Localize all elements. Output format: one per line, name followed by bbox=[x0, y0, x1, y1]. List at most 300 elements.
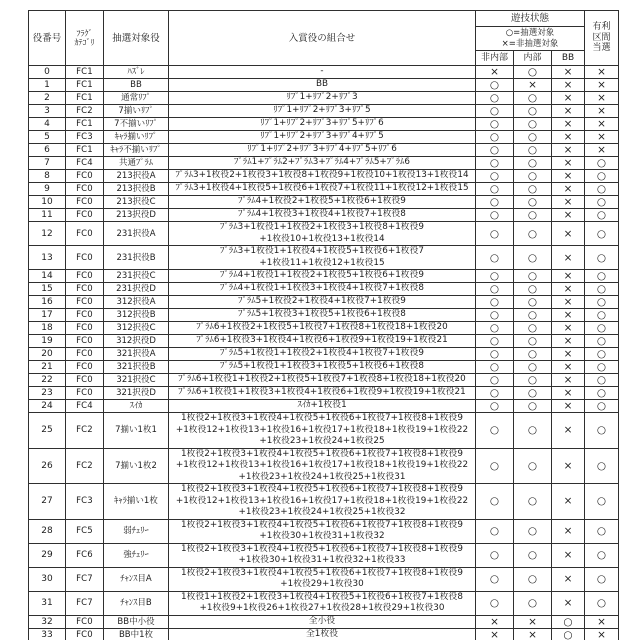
flag-category-cell: FC0 bbox=[66, 222, 104, 246]
state-internal-cell: ○ bbox=[514, 335, 552, 348]
state-internal-cell: ○ bbox=[514, 144, 552, 157]
row-number-cell: 15 bbox=[29, 283, 66, 296]
table-row bbox=[29, 519, 619, 543]
state-non-internal-cell: ○ bbox=[476, 413, 514, 449]
combination-cell: 1枚役2+1枚役3+1枚役4+1枚役5+1枚役6+1枚役7+1枚役8+1枚役9 +1枚役30+1枚役31+1枚役32 bbox=[169, 519, 476, 543]
row-number-cell: 19 bbox=[29, 335, 66, 348]
state-internal-cell: ○ bbox=[514, 591, 552, 615]
lottery-target-cell: 213択役B bbox=[104, 183, 169, 196]
advantageous-cell: × bbox=[585, 131, 619, 144]
lottery-target-cell: ｷｬﾗ不揃いﾘﾌﾟ bbox=[104, 144, 169, 157]
combination-cell: 1枚役1+1枚役2+1枚役3+1枚役4+1枚役5+1枚役6+1枚役7+1枚役8 +1枚役9+1枚役26+1枚役27+1枚役28+1枚役29+1枚役30 bbox=[169, 591, 476, 615]
table-row bbox=[29, 484, 619, 520]
state-non-internal-cell: ○ bbox=[476, 448, 514, 484]
row-number-cell: 14 bbox=[29, 270, 66, 283]
row-number-cell: 12 bbox=[29, 222, 66, 246]
advantageous-cell: ○ bbox=[585, 296, 619, 309]
combination-cell: 全小役 bbox=[169, 615, 476, 628]
advantageous-cell: ○ bbox=[585, 270, 619, 283]
state-internal-cell: × bbox=[514, 79, 552, 92]
state-bb-cell: × bbox=[552, 543, 585, 567]
state-bb-cell: × bbox=[552, 144, 585, 157]
flag-category-cell: FC0 bbox=[66, 246, 104, 270]
combination-cell: ｽｲｶ+1枚役1 bbox=[169, 400, 476, 413]
lottery-spec-table bbox=[28, 10, 619, 640]
state-bb-cell: × bbox=[552, 348, 585, 361]
flag-category-cell: FC0 bbox=[66, 270, 104, 283]
state-internal-cell: ○ bbox=[514, 387, 552, 400]
state-bb-cell: × bbox=[552, 105, 585, 118]
state-non-internal-cell: ○ bbox=[476, 283, 514, 296]
row-number-cell: 21 bbox=[29, 361, 66, 374]
state-internal-cell: ○ bbox=[514, 413, 552, 449]
state-non-internal-cell: ○ bbox=[476, 484, 514, 520]
state-internal-cell: ○ bbox=[514, 361, 552, 374]
state-bb-cell: × bbox=[552, 209, 585, 222]
flag-category-cell: FC2 bbox=[66, 413, 104, 449]
state-non-internal-cell: ○ bbox=[476, 374, 514, 387]
flag-category-cell: FC0 bbox=[66, 183, 104, 196]
lottery-target-cell: BB bbox=[104, 79, 169, 92]
combination-cell: ﾌﾟﾗﾑ6+1枚役1+1枚役2+1枚役5+1枚役7+1枚役8+1枚役18+1枚役20 bbox=[169, 374, 476, 387]
row-number-cell: 5 bbox=[29, 131, 66, 144]
state-internal-cell: ○ bbox=[514, 118, 552, 131]
combination-cell: ﾌﾟﾗﾑ3+1枚役1+1枚役4+1枚役5+1枚役6+1枚役7 +1枚役11+1枚役12+1枚役15 bbox=[169, 246, 476, 270]
table-row bbox=[29, 196, 619, 209]
combination-cell: 1枚役2+1枚役3+1枚役4+1枚役5+1枚役6+1枚役7+1枚役8+1枚役9 +1枚役12+1枚役13+1枚役16+1枚役17+1枚役18+1枚役19+1枚役22 +1枚役23+1枚役24+1枚役25+1枚役32 bbox=[169, 484, 476, 520]
lottery-target-cell: ｽｲｶ bbox=[104, 400, 169, 413]
combination-cell: ﾌﾟﾗﾑ5+1枚役3+1枚役5+1枚役6+1枚役8 bbox=[169, 309, 476, 322]
row-number-cell: 31 bbox=[29, 591, 66, 615]
row-number-cell: 3 bbox=[29, 105, 66, 118]
flag-category-cell: FC1 bbox=[66, 92, 104, 105]
state-bb-cell: × bbox=[552, 387, 585, 400]
advantageous-cell: ○ bbox=[585, 400, 619, 413]
table-row bbox=[29, 144, 619, 157]
combination-cell: ﾌﾟﾗﾑ6+1枚役3+1枚役4+1枚役6+1枚役9+1枚役19+1枚役21 bbox=[169, 335, 476, 348]
state-non-internal-cell: ○ bbox=[476, 131, 514, 144]
flag-category-cell: FC7 bbox=[66, 591, 104, 615]
table-row bbox=[29, 615, 619, 628]
flag-category-cell: FC1 bbox=[66, 118, 104, 131]
header-game-state: 遊技状態 bbox=[476, 11, 585, 27]
flag-category-cell: FC4 bbox=[66, 157, 104, 170]
combination-cell: 1枚役2+1枚役3+1枚役4+1枚役5+1枚役6+1枚役7+1枚役8+1枚役9 +1枚役12+1枚役13+1枚役16+1枚役17+1枚役18+1枚役19+1枚役22 +1枚役23+1枚役24+1枚役25+1枚役31 bbox=[169, 448, 476, 484]
state-non-internal-cell: ○ bbox=[476, 222, 514, 246]
combination-cell: ﾌﾟﾗﾑ3+1枚役2+1枚役3+1枚役8+1枚役9+1枚役10+1枚役13+1枚役14 bbox=[169, 170, 476, 183]
header-advantageous-section: 有利 区間 当選 bbox=[585, 11, 619, 66]
flag-category-cell: FC3 bbox=[66, 484, 104, 520]
state-non-internal-cell: ○ bbox=[476, 246, 514, 270]
state-bb-cell: × bbox=[552, 484, 585, 520]
state-non-internal-cell: ○ bbox=[476, 361, 514, 374]
state-bb-cell: × bbox=[552, 196, 585, 209]
flag-category-cell: FC5 bbox=[66, 519, 104, 543]
advantageous-cell: × bbox=[585, 79, 619, 92]
state-bb-cell: × bbox=[552, 519, 585, 543]
row-number-cell: 22 bbox=[29, 374, 66, 387]
table-row bbox=[29, 335, 619, 348]
flag-category-cell: FC0 bbox=[66, 170, 104, 183]
state-internal-cell: ○ bbox=[514, 283, 552, 296]
lottery-target-cell: ﾊｽﾞﾚ bbox=[104, 66, 169, 79]
state-bb-cell: × bbox=[552, 335, 585, 348]
state-internal-cell: ○ bbox=[514, 209, 552, 222]
lottery-target-cell: 231択役B bbox=[104, 246, 169, 270]
advantageous-cell: ○ bbox=[585, 361, 619, 374]
table-row bbox=[29, 361, 619, 374]
header-internal: 内部 bbox=[514, 51, 552, 66]
table-row bbox=[29, 448, 619, 484]
state-bb-cell: × bbox=[552, 283, 585, 296]
state-internal-cell: ○ bbox=[514, 309, 552, 322]
table-row bbox=[29, 387, 619, 400]
state-non-internal-cell: ○ bbox=[476, 309, 514, 322]
lottery-target-cell: 7揃い1枚2 bbox=[104, 448, 169, 484]
combination-cell: ﾌﾟﾗﾑ5+1枚役1+1枚役3+1枚役5+1枚役6+1枚役8 bbox=[169, 361, 476, 374]
table-row bbox=[29, 374, 619, 387]
state-internal-cell: ○ bbox=[514, 222, 552, 246]
state-bb-cell: ○ bbox=[552, 628, 585, 640]
table-row bbox=[29, 628, 619, 640]
table-row bbox=[29, 118, 619, 131]
lottery-target-cell: 312択役D bbox=[104, 335, 169, 348]
flag-category-cell: FC0 bbox=[66, 361, 104, 374]
flag-category-cell: FC0 bbox=[66, 348, 104, 361]
combination-cell: ﾌﾟﾗﾑ4+1枚役2+1枚役5+1枚役6+1枚役9 bbox=[169, 196, 476, 209]
advantageous-cell: × bbox=[585, 92, 619, 105]
state-bb-cell: × bbox=[552, 448, 585, 484]
combination-cell: ﾌﾟﾗﾑ4+1枚役3+1枚役4+1枚役7+1枚役8 bbox=[169, 209, 476, 222]
state-internal-cell: ○ bbox=[514, 170, 552, 183]
row-number-cell: 30 bbox=[29, 567, 66, 591]
advantageous-cell: ○ bbox=[585, 448, 619, 484]
lottery-target-cell: 213択役C bbox=[104, 196, 169, 209]
state-bb-cell: × bbox=[552, 118, 585, 131]
combination-cell: BB bbox=[169, 79, 476, 92]
combination-cell: ﾘﾌﾟ1+ﾘﾌﾟ2+ﾘﾌﾟ3+ﾘﾌﾟ4+ﾘﾌﾟ5+ﾘﾌﾟ6 bbox=[169, 144, 476, 157]
row-number-cell: 17 bbox=[29, 309, 66, 322]
combination-cell: 1枚役2+1枚役3+1枚役4+1枚役5+1枚役6+1枚役7+1枚役8+1枚役9 +1枚役12+1枚役13+1枚役16+1枚役17+1枚役18+1枚役19+1枚役22 +1枚役23+1枚役24+1枚役25 bbox=[169, 413, 476, 449]
table-row bbox=[29, 183, 619, 196]
combination-cell: 1枚役2+1枚役3+1枚役4+1枚役5+1枚役6+1枚役7+1枚役8+1枚役9 +1枚役29+1枚役30 bbox=[169, 567, 476, 591]
combination-cell: 1枚役2+1枚役3+1枚役4+1枚役5+1枚役6+1枚役7+1枚役8+1枚役9 +1枚役30+1枚役31+1枚役32+1枚役33 bbox=[169, 543, 476, 567]
header-flag-category: ﾌﾗｸﾞ ｶﾃｺﾞﾘ bbox=[66, 11, 104, 66]
advantageous-cell: × bbox=[585, 66, 619, 79]
state-bb-cell: ○ bbox=[552, 615, 585, 628]
combination-cell: ﾌﾟﾗﾑ4+1枚役1+1枚役2+1枚役5+1枚役6+1枚役9 bbox=[169, 270, 476, 283]
state-internal-cell: ○ bbox=[514, 183, 552, 196]
state-internal-cell: ○ bbox=[514, 448, 552, 484]
state-bb-cell: × bbox=[552, 183, 585, 196]
flag-category-cell: FC0 bbox=[66, 615, 104, 628]
state-non-internal-cell: ○ bbox=[476, 92, 514, 105]
state-bb-cell: × bbox=[552, 79, 585, 92]
lottery-target-cell: 共通ﾌﾟﾗﾑ bbox=[104, 157, 169, 170]
state-bb-cell: × bbox=[552, 270, 585, 283]
row-number-cell: 24 bbox=[29, 400, 66, 413]
state-bb-cell: × bbox=[552, 413, 585, 449]
advantageous-cell: ○ bbox=[585, 246, 619, 270]
combination-cell: ﾌﾟﾗﾑ5+1枚役1+1枚役2+1枚役4+1枚役7+1枚役9 bbox=[169, 348, 476, 361]
lottery-target-cell: 231択役C bbox=[104, 270, 169, 283]
state-non-internal-cell: ○ bbox=[476, 335, 514, 348]
row-number-cell: 29 bbox=[29, 543, 66, 567]
row-number-cell: 11 bbox=[29, 209, 66, 222]
state-bb-cell: × bbox=[552, 361, 585, 374]
advantageous-cell: ○ bbox=[585, 222, 619, 246]
state-internal-cell: ○ bbox=[514, 196, 552, 209]
header-non-internal: 非内部 bbox=[476, 51, 514, 66]
table-row bbox=[29, 170, 619, 183]
table-row bbox=[29, 283, 619, 296]
header-state-legend: ○=抽選対象 ×=非抽選対象 bbox=[476, 27, 585, 51]
row-number-cell: 8 bbox=[29, 170, 66, 183]
lottery-target-cell: ﾁｬﾝｽ目B bbox=[104, 591, 169, 615]
flag-category-cell: FC0 bbox=[66, 283, 104, 296]
state-non-internal-cell: ○ bbox=[476, 79, 514, 92]
state-bb-cell: × bbox=[552, 157, 585, 170]
state-internal-cell: ○ bbox=[514, 92, 552, 105]
table-row bbox=[29, 79, 619, 92]
advantageous-cell: ○ bbox=[585, 387, 619, 400]
flag-category-cell: FC1 bbox=[66, 79, 104, 92]
lottery-target-cell: BB中1枚 bbox=[104, 628, 169, 640]
table-row bbox=[29, 131, 619, 144]
state-non-internal-cell: ○ bbox=[476, 591, 514, 615]
state-internal-cell: × bbox=[514, 628, 552, 640]
row-number-cell: 20 bbox=[29, 348, 66, 361]
advantageous-cell: ○ bbox=[585, 348, 619, 361]
flag-category-cell: FC0 bbox=[66, 387, 104, 400]
state-internal-cell: ○ bbox=[514, 105, 552, 118]
state-non-internal-cell: ○ bbox=[476, 322, 514, 335]
row-number-cell: 26 bbox=[29, 448, 66, 484]
lottery-target-cell: 213択役A bbox=[104, 170, 169, 183]
state-bb-cell: × bbox=[552, 170, 585, 183]
lottery-target-cell: 7揃いﾘﾌﾟ bbox=[104, 105, 169, 118]
lottery-target-cell: ｷｬﾗ揃い1枚 bbox=[104, 484, 169, 520]
state-internal-cell: ○ bbox=[514, 322, 552, 335]
advantageous-cell: ○ bbox=[585, 196, 619, 209]
state-bb-cell: × bbox=[552, 567, 585, 591]
row-number-cell: 1 bbox=[29, 79, 66, 92]
state-bb-cell: × bbox=[552, 66, 585, 79]
state-internal-cell: ○ bbox=[514, 157, 552, 170]
row-number-cell: 10 bbox=[29, 196, 66, 209]
lottery-target-cell: BB中小役 bbox=[104, 615, 169, 628]
header-combination: 入賞役の組合せ bbox=[169, 11, 476, 66]
state-bb-cell: × bbox=[552, 322, 585, 335]
advantageous-cell: ○ bbox=[585, 209, 619, 222]
table-row bbox=[29, 92, 619, 105]
flag-category-cell: FC0 bbox=[66, 296, 104, 309]
state-non-internal-cell: ○ bbox=[476, 183, 514, 196]
state-non-internal-cell: ○ bbox=[476, 348, 514, 361]
table-row bbox=[29, 296, 619, 309]
flag-category-cell: FC6 bbox=[66, 543, 104, 567]
table-row bbox=[29, 591, 619, 615]
state-bb-cell: × bbox=[552, 222, 585, 246]
state-non-internal-cell: ○ bbox=[476, 270, 514, 283]
state-internal-cell: ○ bbox=[514, 348, 552, 361]
combination-cell: ﾘﾌﾟ1+ﾘﾌﾟ2+ﾘﾌﾟ3+ﾘﾌﾟ4+ﾘﾌﾟ5 bbox=[169, 131, 476, 144]
lottery-target-cell: 7揃い1枚1 bbox=[104, 413, 169, 449]
combination-cell: ﾌﾟﾗﾑ3+1枚役1+1枚役2+1枚役3+1枚役8+1枚役9 +1枚役10+1枚役13+1枚役14 bbox=[169, 222, 476, 246]
lottery-target-cell: 312択役B bbox=[104, 309, 169, 322]
table-row bbox=[29, 270, 619, 283]
state-non-internal-cell: × bbox=[476, 615, 514, 628]
row-number-cell: 18 bbox=[29, 322, 66, 335]
advantageous-cell: × bbox=[585, 105, 619, 118]
lottery-target-cell: 通常ﾘﾌﾟ bbox=[104, 92, 169, 105]
state-non-internal-cell: ○ bbox=[476, 543, 514, 567]
combination-cell: - bbox=[169, 66, 476, 79]
advantageous-cell: × bbox=[585, 144, 619, 157]
state-non-internal-cell: ○ bbox=[476, 118, 514, 131]
flag-category-cell: FC0 bbox=[66, 628, 104, 640]
state-bb-cell: × bbox=[552, 246, 585, 270]
row-number-cell: 25 bbox=[29, 413, 66, 449]
combination-cell: ﾘﾌﾟ1+ﾘﾌﾟ2+ﾘﾌﾟ3 bbox=[169, 92, 476, 105]
lottery-target-cell: 321択役B bbox=[104, 361, 169, 374]
state-bb-cell: × bbox=[552, 374, 585, 387]
header-role-number: 役番号 bbox=[29, 11, 66, 66]
state-non-internal-cell: ○ bbox=[476, 296, 514, 309]
advantageous-cell: ○ bbox=[585, 567, 619, 591]
lottery-target-cell: 312択役C bbox=[104, 322, 169, 335]
advantageous-cell: ○ bbox=[585, 183, 619, 196]
table-row bbox=[29, 400, 619, 413]
combination-cell: 全1枚役 bbox=[169, 628, 476, 640]
state-bb-cell: × bbox=[552, 92, 585, 105]
row-number-cell: 9 bbox=[29, 183, 66, 196]
table-header bbox=[29, 11, 619, 66]
lottery-target-cell: 321択役D bbox=[104, 387, 169, 400]
state-non-internal-cell: × bbox=[476, 66, 514, 79]
lottery-target-cell: ﾁｬﾝｽ目A bbox=[104, 567, 169, 591]
row-number-cell: 16 bbox=[29, 296, 66, 309]
advantageous-cell: ○ bbox=[585, 591, 619, 615]
advantageous-cell: × bbox=[585, 628, 619, 640]
lottery-target-cell: 312択役A bbox=[104, 296, 169, 309]
advantageous-cell: × bbox=[585, 615, 619, 628]
flag-category-cell: FC0 bbox=[66, 196, 104, 209]
row-number-cell: 4 bbox=[29, 118, 66, 131]
state-non-internal-cell: ○ bbox=[476, 400, 514, 413]
lottery-target-cell: 213択役D bbox=[104, 209, 169, 222]
flag-category-cell: FC0 bbox=[66, 209, 104, 222]
table-row bbox=[29, 309, 619, 322]
state-internal-cell: ○ bbox=[514, 519, 552, 543]
flag-category-cell: FC1 bbox=[66, 144, 104, 157]
table-row bbox=[29, 543, 619, 567]
lottery-target-cell: 321択役A bbox=[104, 348, 169, 361]
state-internal-cell: ○ bbox=[514, 246, 552, 270]
header-bb: BB bbox=[552, 51, 585, 66]
state-bb-cell: × bbox=[552, 309, 585, 322]
table-row bbox=[29, 246, 619, 270]
state-non-internal-cell: ○ bbox=[476, 157, 514, 170]
combination-cell: ﾌﾟﾗﾑ4+1枚役1+1枚役3+1枚役4+1枚役7+1枚役8 bbox=[169, 283, 476, 296]
state-internal-cell: ○ bbox=[514, 296, 552, 309]
advantageous-cell: ○ bbox=[585, 413, 619, 449]
table-row bbox=[29, 413, 619, 449]
table-row bbox=[29, 157, 619, 170]
table-body bbox=[29, 66, 619, 640]
row-number-cell: 13 bbox=[29, 246, 66, 270]
advantageous-cell: ○ bbox=[585, 322, 619, 335]
row-number-cell: 28 bbox=[29, 519, 66, 543]
flag-category-cell: FC1 bbox=[66, 66, 104, 79]
state-non-internal-cell: ○ bbox=[476, 387, 514, 400]
state-non-internal-cell: ○ bbox=[476, 105, 514, 118]
flag-category-cell: FC2 bbox=[66, 448, 104, 484]
combination-cell: ﾌﾟﾗﾑ6+1枚役1+1枚役3+1枚役4+1枚役6+1枚役9+1枚役19+1枚役21 bbox=[169, 387, 476, 400]
lottery-target-cell: ｷｬﾗ揃いﾘﾌﾟ bbox=[104, 131, 169, 144]
flag-category-cell: FC0 bbox=[66, 309, 104, 322]
state-bb-cell: × bbox=[552, 296, 585, 309]
row-number-cell: 23 bbox=[29, 387, 66, 400]
state-bb-cell: × bbox=[552, 131, 585, 144]
state-bb-cell: × bbox=[552, 591, 585, 615]
lottery-target-cell: 7不揃いﾘﾌﾟ bbox=[104, 118, 169, 131]
state-non-internal-cell: × bbox=[476, 628, 514, 640]
state-internal-cell: ○ bbox=[514, 66, 552, 79]
advantageous-cell: ○ bbox=[585, 170, 619, 183]
row-number-cell: 32 bbox=[29, 615, 66, 628]
advantageous-cell: × bbox=[585, 118, 619, 131]
combination-cell: ﾌﾟﾗﾑ5+1枚役2+1枚役4+1枚役7+1枚役9 bbox=[169, 296, 476, 309]
advantageous-cell: ○ bbox=[585, 543, 619, 567]
table-row bbox=[29, 105, 619, 118]
state-internal-cell: ○ bbox=[514, 270, 552, 283]
advantageous-cell: ○ bbox=[585, 283, 619, 296]
state-non-internal-cell: ○ bbox=[476, 567, 514, 591]
table-row bbox=[29, 66, 619, 79]
state-internal-cell: ○ bbox=[514, 400, 552, 413]
advantageous-cell: ○ bbox=[585, 309, 619, 322]
flag-category-cell: FC7 bbox=[66, 567, 104, 591]
state-internal-cell: ○ bbox=[514, 484, 552, 520]
combination-cell: ﾘﾌﾟ1+ﾘﾌﾟ2+ﾘﾌﾟ3+ﾘﾌﾟ5 bbox=[169, 105, 476, 118]
state-internal-cell: ○ bbox=[514, 567, 552, 591]
flag-category-cell: FC0 bbox=[66, 335, 104, 348]
combination-cell: ﾌﾟﾗﾑ3+1枚役4+1枚役5+1枚役6+1枚役7+1枚役11+1枚役12+1枚役15 bbox=[169, 183, 476, 196]
advantageous-cell: ○ bbox=[585, 374, 619, 387]
row-number-cell: 6 bbox=[29, 144, 66, 157]
table-row bbox=[29, 209, 619, 222]
lottery-target-cell: 321択役C bbox=[104, 374, 169, 387]
table-row bbox=[29, 567, 619, 591]
state-internal-cell: ○ bbox=[514, 374, 552, 387]
state-non-internal-cell: ○ bbox=[476, 196, 514, 209]
state-non-internal-cell: ○ bbox=[476, 170, 514, 183]
advantageous-cell: ○ bbox=[585, 519, 619, 543]
table-row bbox=[29, 348, 619, 361]
advantageous-cell: ○ bbox=[585, 335, 619, 348]
row-number-cell: 0 bbox=[29, 66, 66, 79]
state-non-internal-cell: ○ bbox=[476, 519, 514, 543]
flag-category-cell: FC3 bbox=[66, 131, 104, 144]
combination-cell: ﾌﾟﾗﾑ1+ﾌﾟﾗﾑ2+ﾌﾟﾗﾑ3+ﾌﾟﾗﾑ4+ﾌﾟﾗﾑ5+ﾌﾟﾗﾑ6 bbox=[169, 157, 476, 170]
flag-category-cell: FC2 bbox=[66, 105, 104, 118]
table-row bbox=[29, 222, 619, 246]
advantageous-cell: ○ bbox=[585, 157, 619, 170]
state-bb-cell: × bbox=[552, 400, 585, 413]
combination-cell: ﾘﾌﾟ1+ﾘﾌﾟ2+ﾘﾌﾟ3+ﾘﾌﾟ5+ﾘﾌﾟ6 bbox=[169, 118, 476, 131]
state-non-internal-cell: ○ bbox=[476, 209, 514, 222]
